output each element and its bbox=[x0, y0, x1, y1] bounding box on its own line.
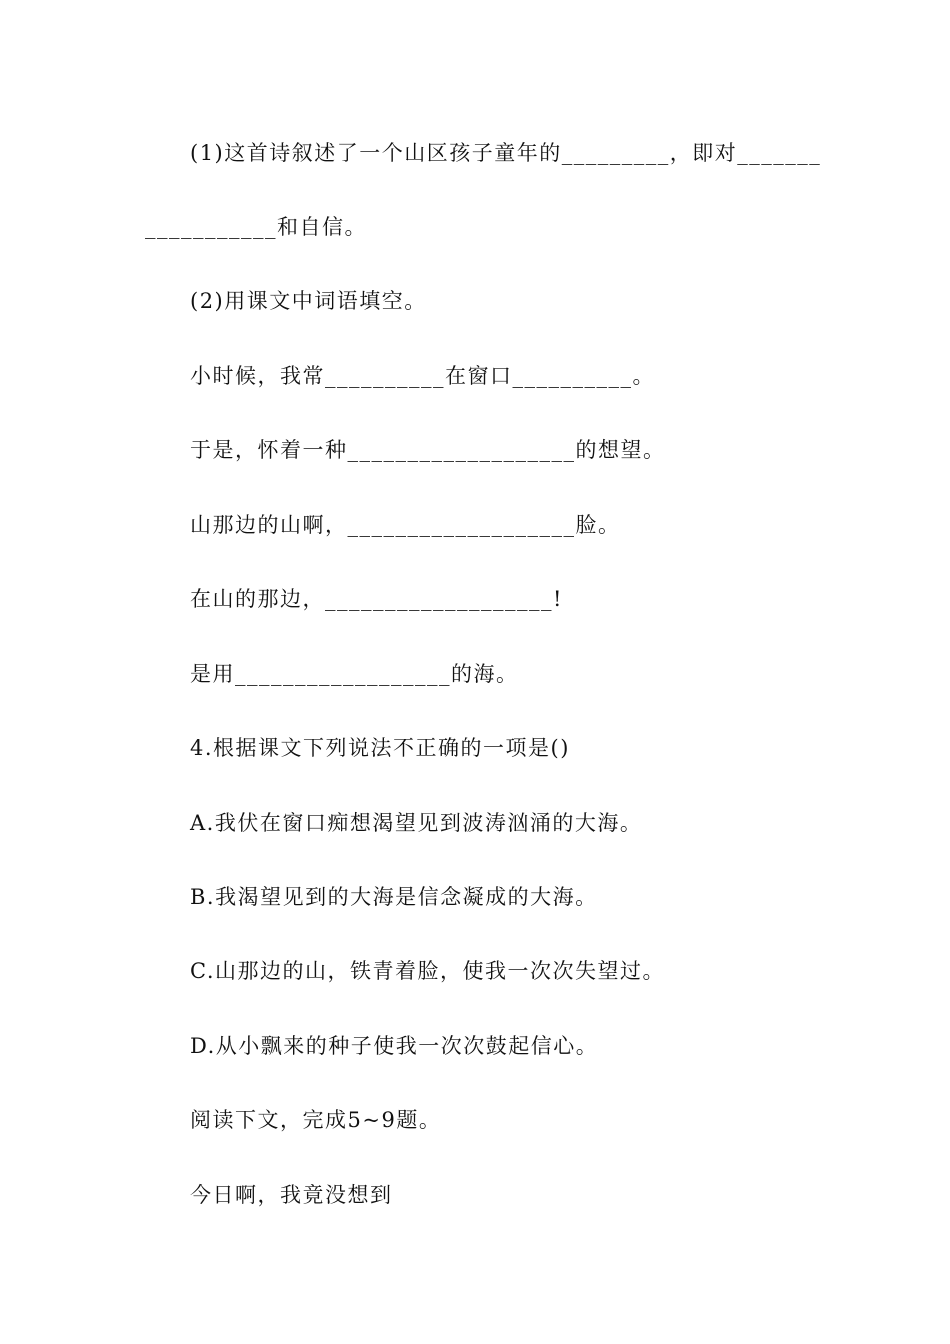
fill-blank-line-4: 在山的那边，___________________! bbox=[190, 587, 563, 611]
fill-blank-line-5: 是用__________________的海。 bbox=[190, 662, 519, 686]
option-d: D.从小飘来的种子使我一次次鼓起信心。 bbox=[190, 1034, 599, 1058]
option-a: A.我伏在窗口痴想渴望见到波涛汹涌的大海。 bbox=[190, 811, 643, 835]
fill-blank-line-3: 山那边的山啊，___________________脸。 bbox=[190, 513, 621, 537]
reading-instruction: 阅读下文，完成5~9题。 bbox=[190, 1108, 442, 1132]
option-c: C.山那边的山，铁青着脸，使我一次次失望过。 bbox=[190, 959, 665, 983]
question-3-part-2-prompt: (2)用课文中词语填空。 bbox=[190, 289, 427, 313]
option-b: B.我渴望见到的大海是信念凝成的大海。 bbox=[190, 885, 598, 909]
question-3-part-1-line-2: ___________和自信。 bbox=[145, 215, 367, 239]
fill-blank-line-1: 小时候，我常__________在窗口__________。 bbox=[190, 364, 655, 388]
question-3-part-1-line-1: (1)这首诗叙述了一个山区孩子童年的_________，即对_______ bbox=[190, 141, 822, 165]
poem-line: 今日啊，我竟没想到 bbox=[190, 1183, 393, 1207]
question-4-stem: 4.根据课文下列说法不正确的一项是() bbox=[190, 736, 570, 760]
fill-blank-line-2: 于是，怀着一种___________________的想望。 bbox=[190, 438, 666, 462]
